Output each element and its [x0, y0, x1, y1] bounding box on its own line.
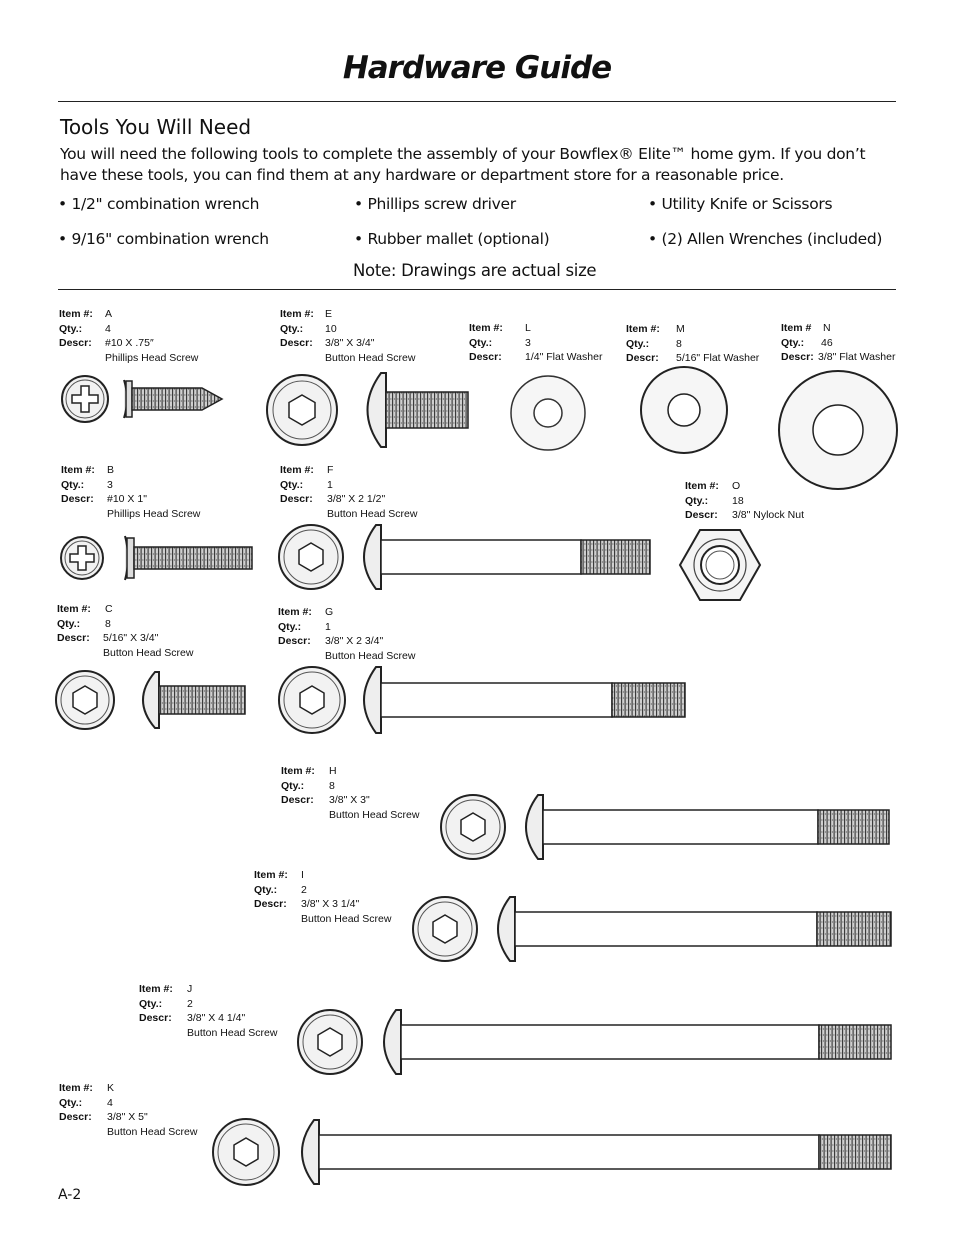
item-size: 3/8" X 3 1/4" [301, 898, 360, 910]
item-key: Item #: [254, 869, 288, 881]
item-size: 3/8" X 4 1/4" [187, 1012, 246, 1024]
qty-key: Qty.: [57, 617, 81, 630]
item-qty: 10 [325, 322, 337, 335]
qty-key: Qty.: [626, 337, 650, 350]
drawing-screw-F [278, 523, 653, 593]
item-key: Item #: [59, 308, 93, 320]
drawing-screw-E [266, 372, 471, 452]
item-letter: B [107, 464, 115, 476]
item-type: Button Head Screw [327, 507, 418, 520]
item-label-F [280, 463, 417, 521]
item-type: Button Head Screw [329, 808, 420, 821]
item-key: Item # [781, 322, 812, 334]
descr-key: Descr: [59, 337, 92, 349]
drawing-screw-G [278, 665, 688, 735]
item-size: 3/8" X 3" [329, 794, 370, 806]
item-label-J [139, 982, 277, 1040]
drawing-washer-L [510, 375, 590, 455]
item-letter: G [325, 606, 334, 618]
item-size: 3/8" X 2 3/4" [325, 635, 384, 647]
item-letter: M [676, 323, 685, 335]
item-key: Item #: [626, 323, 660, 335]
item-type: Phillips Head Screw [105, 351, 199, 364]
descr-key: Descr: [685, 509, 718, 521]
item-size: 5/16" X 3/4" [103, 632, 159, 644]
title-divider [58, 101, 896, 102]
item-type: Button Head Screw [107, 1125, 198, 1138]
item-letter: A [105, 308, 113, 320]
descr-key: Descr: [59, 1111, 92, 1123]
item-letter: H [329, 765, 337, 777]
qty-key: Qty.: [278, 620, 302, 633]
item-size: 3/8" X 3/4" [325, 337, 375, 349]
drawing-screw-K [211, 1118, 894, 1188]
drawing-screw-A [60, 374, 230, 424]
item-type: Button Head Screw [325, 649, 416, 662]
tool-item: • Rubber mallet (optional) [354, 230, 550, 248]
item-key: Item #: [139, 983, 173, 995]
descr-key: Descr: [57, 632, 90, 644]
item-key: Item #: [469, 322, 503, 334]
qty-key: Qty.: [280, 322, 304, 335]
tool-item: • (2) Allen Wrenches (included) [648, 230, 883, 248]
item-qty: 2 [301, 883, 307, 896]
qty-key: Qty.: [139, 997, 163, 1010]
descr-key: Descr: [254, 898, 287, 910]
qty-key: Qty.: [280, 478, 304, 491]
item-key: Item #: [280, 308, 314, 320]
descr-key: Descr: [281, 794, 314, 806]
descr-key: Descr: [469, 351, 502, 363]
qty-key: Qty.: [59, 322, 83, 335]
qty-key: Qty.: [254, 883, 278, 896]
item-label-I [254, 868, 391, 926]
item-label-L [469, 321, 602, 365]
item-size: 3/8" Flat Washer [818, 351, 896, 363]
item-type: Phillips Head Screw [107, 507, 201, 520]
drawing-screw-C [55, 670, 250, 730]
section-divider [58, 289, 896, 290]
item-qty: 1 [325, 620, 331, 633]
item-label-M [626, 322, 759, 366]
drawing-screw-J [296, 1008, 894, 1078]
item-key: Item #: [685, 480, 719, 492]
tools-intro: You will need the following tools to complete the assembly of your Bowflex® Elite™ home gym. If you don’t have these tools, you can find them at any hardware or department store for a reasonable price. [60, 145, 866, 184]
qty-key: Qty.: [685, 494, 709, 507]
item-size: 3/8" X 2 1/2" [327, 493, 386, 505]
item-type: Button Head Screw [301, 912, 392, 925]
tool-item: • Utility Knife or Scissors [648, 195, 833, 213]
item-qty: 3 [107, 478, 113, 491]
item-size: #10 X .75″ [105, 337, 154, 349]
drawing-nut-O [680, 528, 762, 602]
item-qty: 4 [107, 1096, 113, 1109]
descr-key: Descr: [61, 493, 94, 505]
item-letter: E [325, 308, 333, 320]
qty-key: Qty.: [469, 336, 493, 349]
item-qty: 2 [187, 997, 193, 1010]
qty-key: Qty.: [781, 336, 805, 349]
descr-key: Descr: [626, 352, 659, 364]
item-size: 3/8" X 5" [107, 1111, 148, 1123]
item-key: Item #: [278, 606, 312, 618]
item-letter: J [187, 983, 193, 995]
qty-key: Qty.: [59, 1096, 83, 1109]
item-letter: O [732, 480, 741, 492]
drawing-screw-I [410, 895, 894, 965]
descr-key: Descr: [278, 635, 311, 647]
tool-item: • 9/16" combination wrench [58, 230, 269, 248]
item-key: Item #: [61, 464, 95, 476]
item-key: Item #: [59, 1082, 93, 1094]
drawing-screw-H [438, 793, 893, 863]
descr-key: Descr: [781, 351, 814, 363]
drawing-screw-B [60, 533, 255, 583]
item-qty: 8 [676, 337, 682, 350]
drawings-note: Note: Drawings are actual size [353, 261, 597, 280]
item-label-A [59, 307, 198, 365]
item-size: 1/4" Flat Washer [525, 351, 603, 363]
item-label-E [280, 307, 415, 365]
item-letter: F [327, 464, 334, 476]
item-size: 5/16" Flat Washer [676, 352, 760, 364]
item-letter: K [107, 1082, 115, 1094]
item-key: Item #: [281, 765, 315, 777]
item-label-H [281, 764, 419, 822]
tool-item: • 1/2" combination wrench [58, 195, 260, 213]
item-letter: I [301, 869, 304, 881]
qty-key: Qty.: [61, 478, 85, 491]
item-type: Button Head Screw [103, 646, 194, 659]
item-letter: N [823, 322, 831, 334]
item-label-C [57, 602, 193, 660]
item-qty: 8 [329, 779, 335, 792]
page-title: Hardware Guide [342, 50, 612, 86]
qty-key: Qty.: [281, 779, 305, 792]
item-key: Item #: [280, 464, 314, 476]
item-type: Button Head Screw [187, 1026, 278, 1039]
item-type: Button Head Screw [325, 351, 416, 364]
item-letter: C [105, 603, 113, 615]
item-size: #10 X 1" [107, 493, 147, 505]
item-qty: 8 [105, 617, 111, 630]
item-qty: 46 [821, 336, 833, 349]
descr-key: Descr: [280, 493, 313, 505]
item-qty: 3 [525, 336, 531, 349]
item-letter: L [525, 322, 531, 334]
tools-section-title: Tools You Will Need [60, 115, 252, 139]
item-qty: 18 [732, 494, 744, 507]
item-label-B [61, 463, 200, 521]
item-qty: 1 [327, 478, 333, 491]
page-number: A-2 [58, 1187, 82, 1203]
item-label-G [278, 605, 415, 663]
item-key: Item #: [57, 603, 91, 615]
tool-item: • Phillips screw driver [354, 195, 516, 213]
descr-key: Descr: [139, 1012, 172, 1024]
item-label-N [781, 321, 895, 365]
drawing-washer-N [778, 370, 900, 492]
drawing-washer-M [640, 366, 730, 456]
item-size: 3/8" Nylock Nut [732, 509, 805, 521]
item-label-K [59, 1081, 197, 1139]
descr-key: Descr: [280, 337, 313, 349]
item-qty: 4 [105, 322, 111, 335]
